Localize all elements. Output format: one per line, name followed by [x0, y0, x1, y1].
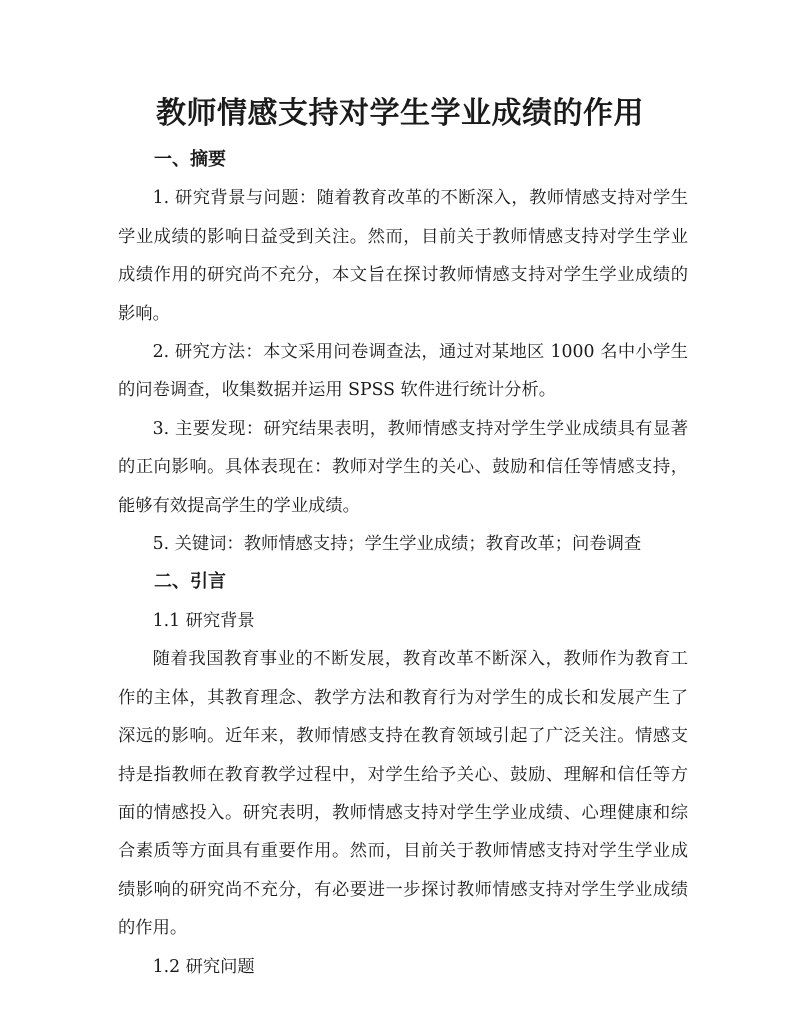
- subsection-heading-questions: 1.2 研究问题: [152, 956, 255, 977]
- abstract-item-findings: 3. 主要发现：研究结果表明，教师情感支持对学生学业成绩具有显著的正向影响。具体表现在：教师对学生的关心、鼓励和信任等情感支持，能够有效提高学生的学业成绩。: [118, 418, 688, 516]
- document-body: [118, 141, 688, 986]
- abstract-item-background: 1. 研究背景与问题：随着教育改革的不断深入，教师情感支持对学生学业成绩的影响日益受到关注。然而，目前关于教师情感支持对学生学业成绩作用的研究尚不充分，本文旨在探讨教师情感支持对学生学业成绩的影响。: [118, 188, 688, 324]
- abstract-item-keywords: 5. 关键词：教师情感支持；学生学业成绩；教育改革；问卷调查: [152, 534, 642, 555]
- intro-paragraph-background: 随着我国教育事业的不断发展，教育改革不断深入，教师作为教育工作的主体，其教育理念、教学方法和教育行为对学生的成长和发展产生了深远的影响。近年来，教师情感支持在教育领域引起了广泛关注。情感支持是指教师在教育教学过程中，对学生给予关心、鼓励、理解和信任等方面的情感投入。研究表明，教师情感支持对学生学业成绩、心理健康和综合素质等方面具有重要作用。然而，目前关于教师情感支持对学生学业成绩影响的研究尚不充分，有必要进一步探讨教师情感支持对学生学业成绩的作用。: [118, 649, 688, 939]
- section-heading-intro: 二、引言: [154, 571, 226, 593]
- subsection-heading-background: 1.1 研究背景: [152, 610, 255, 631]
- abstract-item-method: 2. 研究方法：本文采用问卷调查法，通过对某地区 1000 名中小学生的问卷调查，收集数据并运用 SPSS 软件进行统计分析。: [118, 342, 688, 401]
- section-heading-abstract: 一、摘要: [154, 149, 226, 170]
- document-title: 教师情感支持对学生学业成绩的作用: [156, 96, 644, 131]
